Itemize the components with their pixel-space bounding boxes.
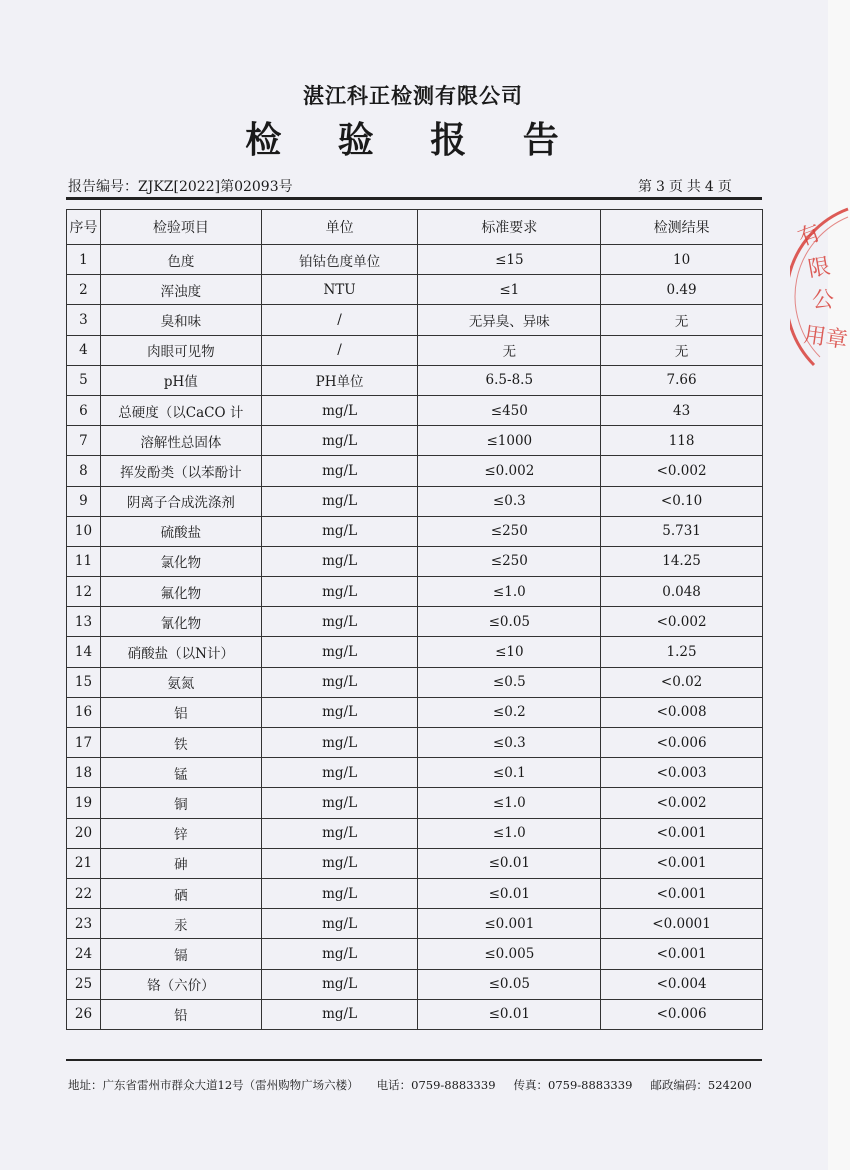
cell-item: 铬（六价） bbox=[100, 969, 261, 999]
company-name: 湛江科正检测有限公司 bbox=[303, 83, 523, 108]
cell-unit: mg/L bbox=[261, 637, 418, 667]
cell-unit: mg/L bbox=[261, 878, 418, 908]
cell-result: <0.001 bbox=[601, 939, 763, 969]
cell-index: 4 bbox=[67, 335, 101, 365]
cell-item: 臭和味 bbox=[100, 305, 261, 335]
cell-result: 7.66 bbox=[601, 365, 763, 395]
cell-standard: ≤1 bbox=[418, 275, 601, 305]
page-current: 3 bbox=[656, 179, 665, 195]
cell-standard: 6.5-8.5 bbox=[418, 365, 601, 395]
cell-result: <0.002 bbox=[601, 456, 763, 486]
table-row bbox=[67, 939, 763, 969]
page-info-part: 第 bbox=[638, 179, 652, 195]
cell-item: 铅 bbox=[100, 999, 261, 1029]
cell-standard: 无异臭、异味 bbox=[418, 305, 601, 335]
table-row bbox=[67, 516, 763, 546]
cell-item: 锌 bbox=[100, 818, 261, 848]
cell-unit: mg/L bbox=[261, 909, 418, 939]
cell-unit: PH单位 bbox=[261, 365, 418, 395]
cell-index: 23 bbox=[67, 909, 101, 939]
cell-result: <0.0001 bbox=[601, 909, 763, 939]
table-row bbox=[67, 637, 763, 667]
cell-result: 无 bbox=[601, 335, 763, 365]
cell-standard: ≤0.001 bbox=[418, 909, 601, 939]
seal-graphic bbox=[790, 205, 850, 375]
cell-item: pH值 bbox=[100, 365, 261, 395]
cell-unit: mg/L bbox=[261, 667, 418, 697]
table-row bbox=[67, 577, 763, 607]
table-row bbox=[67, 818, 763, 848]
cell-unit: mg/L bbox=[261, 607, 418, 637]
cell-standard: ≤1.0 bbox=[418, 818, 601, 848]
cell-index: 11 bbox=[67, 546, 101, 576]
cell-standard: ≤0.5 bbox=[418, 667, 601, 697]
cell-item: 溶解性总固体 bbox=[100, 426, 261, 456]
cell-index: 21 bbox=[67, 848, 101, 878]
cell-standard: ≤0.05 bbox=[418, 607, 601, 637]
cell-result: <0.001 bbox=[601, 848, 763, 878]
footer-phone: 电话：0759-8883339 bbox=[376, 1078, 496, 1092]
cell-index: 10 bbox=[67, 516, 101, 546]
page-info bbox=[636, 176, 734, 196]
report-number-value: ZJKZ[2022]第02093号 bbox=[138, 179, 293, 195]
table-row bbox=[67, 305, 763, 335]
cell-unit: NTU bbox=[261, 275, 418, 305]
cell-item: 硫酸盐 bbox=[100, 516, 261, 546]
table-row bbox=[67, 878, 763, 908]
table-row bbox=[67, 848, 763, 878]
svg-text:用章: 用章 bbox=[802, 322, 850, 354]
cell-index: 7 bbox=[67, 426, 101, 456]
cell-item: 氰化物 bbox=[100, 607, 261, 637]
cell-result: 无 bbox=[601, 305, 763, 335]
cell-result: 43 bbox=[601, 395, 763, 425]
table-row bbox=[67, 456, 763, 486]
table-row bbox=[67, 275, 763, 305]
cell-item: 镉 bbox=[100, 939, 261, 969]
cell-result: <0.004 bbox=[601, 969, 763, 999]
cell-item: 硒 bbox=[100, 878, 261, 908]
cell-standard: ≤0.002 bbox=[418, 456, 601, 486]
cell-standard: ≤15 bbox=[418, 245, 601, 275]
cell-unit: 铂钴色度单位 bbox=[261, 245, 418, 275]
cell-index: 26 bbox=[67, 999, 101, 1029]
cell-index: 2 bbox=[67, 275, 101, 305]
cell-item: 浑浊度 bbox=[100, 275, 261, 305]
cell-result: <0.02 bbox=[601, 667, 763, 697]
cell-standard: ≤0.3 bbox=[418, 728, 601, 758]
table-row bbox=[67, 728, 763, 758]
table-row bbox=[67, 395, 763, 425]
cell-result: <0.002 bbox=[601, 788, 763, 818]
cell-unit: mg/L bbox=[261, 516, 418, 546]
cell-result: <0.001 bbox=[601, 878, 763, 908]
cell-unit: mg/L bbox=[261, 848, 418, 878]
table-row bbox=[67, 909, 763, 939]
cell-standard: ≤250 bbox=[418, 516, 601, 546]
results-table bbox=[66, 209, 763, 1030]
page-info-part: 页 bbox=[668, 179, 683, 195]
cell-standard: ≤0.01 bbox=[418, 848, 601, 878]
cell-item: 铝 bbox=[100, 697, 261, 727]
column-header-unit: 单位 bbox=[261, 210, 418, 245]
page-info-part: 页 bbox=[717, 179, 732, 195]
cell-index: 6 bbox=[67, 395, 101, 425]
cell-result: <0.006 bbox=[601, 728, 763, 758]
cell-index: 15 bbox=[67, 667, 101, 697]
cell-result: 0.048 bbox=[601, 577, 763, 607]
cell-result: 14.25 bbox=[601, 546, 763, 576]
table-row bbox=[67, 486, 763, 516]
column-header-result: 检测结果 bbox=[601, 210, 763, 245]
cell-index: 18 bbox=[67, 758, 101, 788]
cell-item: 氨氮 bbox=[100, 667, 261, 697]
table-row bbox=[67, 335, 763, 365]
cell-unit: mg/L bbox=[261, 426, 418, 456]
cell-index: 5 bbox=[67, 365, 101, 395]
cell-standard: ≤0.1 bbox=[418, 758, 601, 788]
cell-unit: mg/L bbox=[261, 486, 418, 516]
cell-standard: ≤0.005 bbox=[418, 939, 601, 969]
cell-result: 0.49 bbox=[601, 275, 763, 305]
cell-standard: 无 bbox=[418, 335, 601, 365]
cell-unit: / bbox=[261, 335, 418, 365]
cell-item: 阴离子合成洗涤剂 bbox=[100, 486, 261, 516]
cell-unit: / bbox=[261, 305, 418, 335]
cell-index: 12 bbox=[67, 577, 101, 607]
table-row bbox=[67, 426, 763, 456]
cell-result: <0.006 bbox=[601, 999, 763, 1029]
table-row bbox=[67, 969, 763, 999]
cell-result: <0.003 bbox=[601, 758, 763, 788]
cell-item: 锰 bbox=[100, 758, 261, 788]
cell-standard: ≤1.0 bbox=[418, 788, 601, 818]
cell-unit: mg/L bbox=[261, 939, 418, 969]
table-row bbox=[67, 607, 763, 637]
cell-result: 5.731 bbox=[601, 516, 763, 546]
cell-item: 色度 bbox=[100, 245, 261, 275]
cell-result: 10 bbox=[601, 245, 763, 275]
cell-standard: ≤0.2 bbox=[418, 697, 601, 727]
cell-standard: ≤0.01 bbox=[418, 878, 601, 908]
footer-rule bbox=[66, 1059, 762, 1061]
cell-standard: ≤0.01 bbox=[418, 999, 601, 1029]
footer bbox=[68, 1077, 768, 1093]
cell-index: 20 bbox=[67, 818, 101, 848]
cell-standard: ≤250 bbox=[418, 546, 601, 576]
table-header-row bbox=[67, 210, 763, 245]
svg-text:公: 公 bbox=[812, 288, 835, 313]
cell-unit: mg/L bbox=[261, 456, 418, 486]
cell-unit: mg/L bbox=[261, 728, 418, 758]
cell-unit: mg/L bbox=[261, 788, 418, 818]
cell-index: 24 bbox=[67, 939, 101, 969]
cell-index: 16 bbox=[67, 697, 101, 727]
cell-index: 1 bbox=[67, 245, 101, 275]
cell-index: 25 bbox=[67, 969, 101, 999]
cell-unit: mg/L bbox=[261, 818, 418, 848]
footer-postcode: 邮政编码：524200 bbox=[650, 1078, 752, 1092]
page-info-part: 共 bbox=[686, 179, 701, 195]
cell-standard: ≤1.0 bbox=[418, 577, 601, 607]
svg-text:限: 限 bbox=[806, 254, 833, 283]
cell-index: 17 bbox=[67, 728, 101, 758]
cell-item: 硝酸盐（以N计） bbox=[100, 637, 261, 667]
cell-result: 1.25 bbox=[601, 637, 763, 667]
report-number-label: 报告编号： bbox=[68, 179, 138, 195]
cell-unit: mg/L bbox=[261, 546, 418, 576]
cell-result: <0.008 bbox=[601, 697, 763, 727]
cell-standard: ≤0.05 bbox=[418, 969, 601, 999]
cell-result: <0.10 bbox=[601, 486, 763, 516]
cell-item: 铁 bbox=[100, 728, 261, 758]
cell-index: 19 bbox=[67, 788, 101, 818]
cell-item: 铜 bbox=[100, 788, 261, 818]
svg-text:有: 有 bbox=[794, 220, 825, 252]
table-row bbox=[67, 546, 763, 576]
header-rule bbox=[66, 197, 762, 200]
cell-index: 14 bbox=[67, 637, 101, 667]
cell-unit: mg/L bbox=[261, 395, 418, 425]
cell-standard: ≤1000 bbox=[418, 426, 601, 456]
cell-index: 22 bbox=[67, 878, 101, 908]
cell-index: 13 bbox=[67, 607, 101, 637]
cell-item: 氯化物 bbox=[100, 546, 261, 576]
cell-unit: mg/L bbox=[261, 697, 418, 727]
cell-item: 挥发酚类（以苯酚计 bbox=[100, 456, 261, 486]
report-number bbox=[68, 176, 293, 196]
cell-unit: mg/L bbox=[261, 577, 418, 607]
cell-result: 118 bbox=[601, 426, 763, 456]
report-title: 检 验 报 告 bbox=[245, 119, 581, 161]
page-total: 4 bbox=[704, 179, 714, 195]
column-header-index: 序号 bbox=[67, 210, 101, 245]
company-seal bbox=[790, 205, 850, 375]
cell-item: 汞 bbox=[100, 909, 261, 939]
table-body bbox=[67, 245, 763, 1030]
cell-item: 砷 bbox=[100, 848, 261, 878]
table-row bbox=[67, 365, 763, 395]
footer-address: 地址：广东省雷州市群众大道12号（雷州购物广场六楼） bbox=[68, 1078, 359, 1092]
page-edge bbox=[828, 0, 850, 1170]
cell-index: 3 bbox=[67, 305, 101, 335]
table-row bbox=[67, 788, 763, 818]
cell-index: 9 bbox=[67, 486, 101, 516]
cell-unit: mg/L bbox=[261, 758, 418, 788]
cell-unit: mg/L bbox=[261, 999, 418, 1029]
cell-item: 总硬度（以CaCO 计 bbox=[100, 395, 261, 425]
table-row bbox=[67, 667, 763, 697]
cell-result: <0.001 bbox=[601, 818, 763, 848]
table-row bbox=[67, 999, 763, 1029]
cell-standard: ≤10 bbox=[418, 637, 601, 667]
column-header-standard: 标准要求 bbox=[418, 210, 601, 245]
cell-standard: ≤0.3 bbox=[418, 486, 601, 516]
cell-unit: mg/L bbox=[261, 969, 418, 999]
cell-item: 氟化物 bbox=[100, 577, 261, 607]
footer-fax: 传真：0759-8883339 bbox=[513, 1078, 633, 1092]
table-row bbox=[67, 245, 763, 275]
cell-index: 8 bbox=[67, 456, 101, 486]
column-header-item: 检验项目 bbox=[100, 210, 261, 245]
cell-standard: ≤450 bbox=[418, 395, 601, 425]
table-row bbox=[67, 758, 763, 788]
table-row bbox=[67, 697, 763, 727]
cell-item: 肉眼可见物 bbox=[100, 335, 261, 365]
cell-result: <0.002 bbox=[601, 607, 763, 637]
